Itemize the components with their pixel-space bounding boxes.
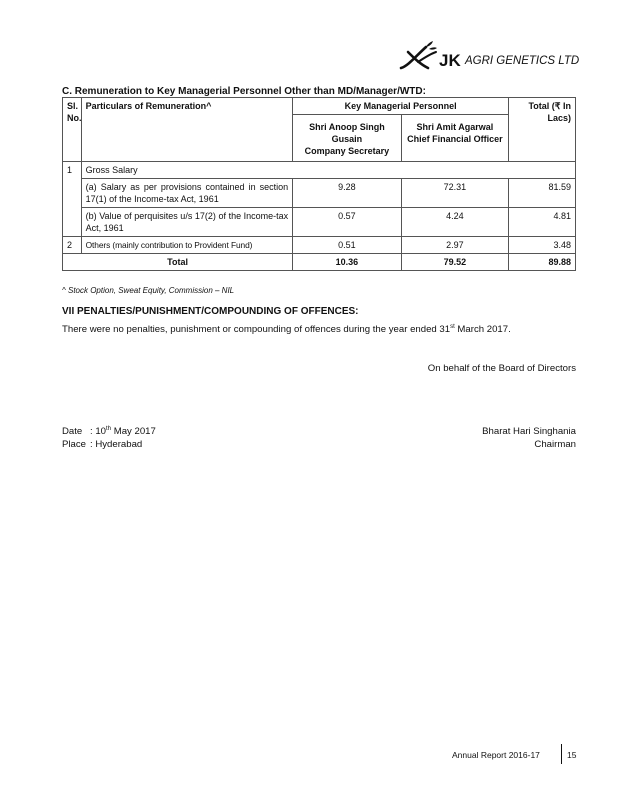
table-header-row — [63, 98, 576, 115]
table-row — [63, 179, 576, 208]
header-kmp2 — [401, 115, 508, 162]
total-value-kmp1: 10.36 — [293, 254, 402, 271]
row-sl: 1 — [63, 162, 82, 237]
company-logo — [398, 40, 582, 76]
table-footnote: ^ Stock Option, Sweat Equity, Commission – NIL — [62, 286, 235, 295]
logo-company-text: AGRI GENETICS LTD — [465, 55, 580, 67]
kmp1-role: Company Secretary — [304, 146, 390, 156]
row-label: Gross Salary — [81, 162, 575, 179]
page-number: 15 — [567, 750, 577, 760]
row-value-kmp2: 2.97 — [401, 237, 508, 254]
leaf-swoosh-icon — [398, 40, 440, 74]
logo-brand-text: JK — [439, 51, 461, 70]
header-total: Total (₹ In Lacs) — [509, 98, 576, 162]
date-line: Date : 10th May 2017 — [62, 425, 156, 437]
row-value-total: 3.48 — [509, 237, 576, 254]
board-behalf-text: On behalf of the Board of Directors — [427, 363, 576, 374]
row-value-total: 81.59 — [509, 179, 576, 208]
table-total-row — [63, 254, 576, 271]
place-label: Place — [62, 439, 86, 450]
row-value-total: 4.81 — [509, 208, 576, 237]
kmp2-name: Shri Amit Agarwal — [416, 122, 494, 132]
table-row — [63, 237, 576, 254]
row-sl: 2 — [63, 237, 82, 254]
row-value-kmp1: 9.28 — [293, 179, 402, 208]
total-value-total: 89.88 — [509, 254, 576, 271]
footer-report-label: Annual Report 2016-17 — [452, 750, 540, 760]
header-particulars: Particulars of Remuneration^ — [81, 98, 293, 162]
remuneration-table — [62, 97, 576, 271]
place-value: : Hyderabad — [90, 439, 143, 450]
footer-divider — [561, 744, 562, 764]
section-c-title: C. Remuneration to Key Managerial Personnel Other than MD/Manager/WTD: — [62, 86, 426, 97]
kmp1-name: Shri Anoop Singh Gusain — [309, 122, 385, 144]
table-row — [63, 208, 576, 237]
row-value-kmp2: 72.31 — [401, 179, 508, 208]
signatory-title: Chairman — [534, 439, 576, 450]
header-sl-no: Sl. No. — [63, 98, 82, 162]
section-vii-title: VII PENALTIES/PUNISHMENT/COMPOUNDING OF OFFENCES: — [62, 306, 359, 317]
row-value-kmp1: 0.57 — [293, 208, 402, 237]
date-label: Date — [62, 426, 83, 437]
row-value-kmp2: 4.24 — [401, 208, 508, 237]
table-row — [63, 162, 576, 179]
kmp2-role: Chief Financial Officer — [407, 134, 503, 144]
total-label: Total — [63, 254, 293, 271]
header-kmp1 — [293, 115, 402, 162]
total-value-kmp2: 79.52 — [401, 254, 508, 271]
row-label: Others (mainly contribution to Provident Fund) — [81, 237, 293, 254]
place-line — [62, 439, 142, 450]
row-label: (a) Salary as per provisions contained in section 17(1) of the Income-tax Act, 1961 — [81, 179, 293, 208]
section-vii-text: There were no penalties, punishment or compounding of offences during the year ended 31st March 2017. — [62, 323, 511, 335]
row-label: (b) Value of perquisites u/s 17(2) of the Income-tax Act, 1961 — [81, 208, 293, 237]
header-kmp: Key Managerial Personnel — [293, 98, 509, 115]
signatory-name: Bharat Hari Singhania — [482, 426, 576, 437]
row-value-kmp1: 0.51 — [293, 237, 402, 254]
